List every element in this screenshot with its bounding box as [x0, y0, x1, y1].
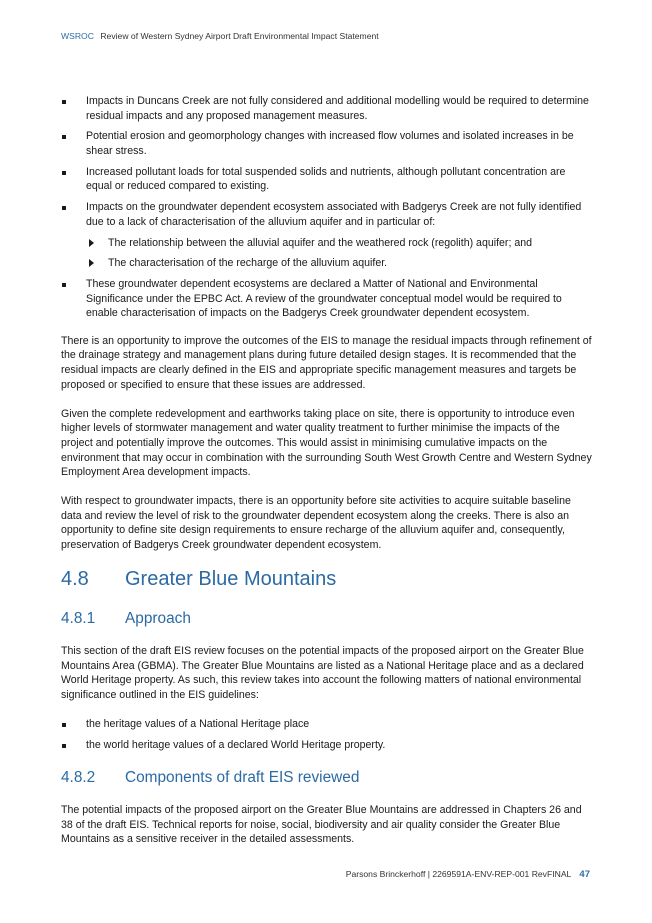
list-item: Increased pollutant loads for total suspended solids and nutrients, although pollutant concentration are equal or reduced compared to existing. — [61, 165, 592, 194]
triangle-bullet-icon — [89, 259, 94, 267]
paragraph: This section of the draft EIS review focuses on the potential impacts of the proposed airport on the Greater Blue Mountains Area (GBMA). The Greater Blue Mountains are listed as a National Heritage place and as a declared World Heritage property. As such, this review takes into account the following matters of national environmental significance outlined in the EIS guidelines: — [61, 645, 584, 701]
sub-list-item: The characterisation of the recharge of the alluvium aquifer. — [61, 256, 592, 271]
list-item: These groundwater dependent ecosystems are declared a Matter of National and Environmental Significance under the EPBC Act. A review of the groundwater conceptual model would be required to enable characterisation of impacts on the Badgerys Creek groundwater dependent ecosystem. — [61, 277, 592, 321]
page-footer — [346, 869, 590, 880]
list-item: Impacts on the groundwater dependent ecosystem associated with Badgerys Creek are not fully identified due to a lack of characterisation of the alluvium aquifer and in particular of: — [61, 200, 592, 229]
square-bullet-icon — [62, 171, 66, 175]
header-org: WSROC — [61, 31, 94, 41]
square-bullet-icon — [62, 283, 66, 287]
square-bullet-icon — [62, 723, 66, 727]
subsection-title: Approach — [125, 610, 191, 628]
list-item: Potential erosion and geomorphology changes with increased flow volumes and isolated increases in be shear stress. — [61, 129, 592, 158]
list-item: the heritage values of a National Heritage place — [61, 717, 592, 732]
section-heading — [61, 567, 592, 591]
paragraph: Given the complete redevelopment and earthworks taking place on site, there is opportunity to introduce even higher levels of stormwater management and water quality treatment to further minimise the impacts of the project and potentially improve the outcomes. This would assist in minimising cumulative impacts on the environment that may occur in combination with the surrounding South West Growth Centre and Western Sydney Employment Area development impacts. — [61, 407, 592, 479]
subsection-number: 4.8.2 — [61, 769, 96, 787]
list-item: Impacts in Duncans Creek are not fully considered and additional modelling would be required to determine residual impacts and any proposed management measures. — [61, 94, 592, 123]
matters-list — [61, 717, 592, 752]
document-body — [61, 94, 592, 861]
list-item: the world heritage values of a declared World Heritage property. — [61, 738, 592, 753]
subsection-heading-approach — [61, 609, 592, 628]
header-title: Review of Western Sydney Airport Draft Environmental Impact Statement — [100, 31, 379, 41]
subsection-heading-components — [61, 768, 592, 787]
issues-list — [61, 94, 592, 321]
page-number: 47 — [579, 869, 590, 880]
page-header — [61, 31, 379, 41]
subsection-title: Components of draft EIS reviewed — [125, 769, 360, 787]
section-title: Greater Blue Mountains — [125, 568, 337, 591]
square-bullet-icon — [62, 100, 66, 104]
square-bullet-icon — [62, 206, 66, 210]
paragraph: With respect to groundwater impacts, there is an opportunity before site activities to acquire suitable baseline data and review the level of risk to the groundwater dependent ecosystem along the creeks. There is also an opportunity to define site design requirements to ensure recharge of the alluvium aquifer and, consequently, preservation of Badgerys Creek groundwater dependent ecosystem. — [61, 495, 571, 551]
subsection-number: 4.8.1 — [61, 610, 96, 628]
paragraph: The potential impacts of the proposed airport on the Greater Blue Mountains are addressed in Chapters 26 and 38 of the draft EIS. Technical reports for noise, social, biodiversity and air quality consider the Greater Blue Mountains as a sensitive receiver in the detailed assessments. — [61, 804, 582, 846]
square-bullet-icon — [62, 744, 66, 748]
paragraph: There is an opportunity to improve the outcomes of the EIS to manage the residual impacts through refinement of the drainage strategy and management plans during future detailed design stages. It is recommended that the residual impacts are clearly defined in the EIS and appropriate specific management measures and targets be proposed or specified to ensure that these issues are addressed. — [61, 334, 592, 391]
section-number: 4.8 — [61, 568, 89, 591]
footer-reference: Parsons Brinckerhoff | 2269591A-ENV-REP-001 RevFINAL — [345, 869, 572, 879]
square-bullet-icon — [62, 135, 66, 139]
triangle-bullet-icon — [89, 239, 94, 247]
sub-list-item: The relationship between the alluvial aquifer and the weathered rock (regolith) aquifer; and — [61, 236, 592, 251]
